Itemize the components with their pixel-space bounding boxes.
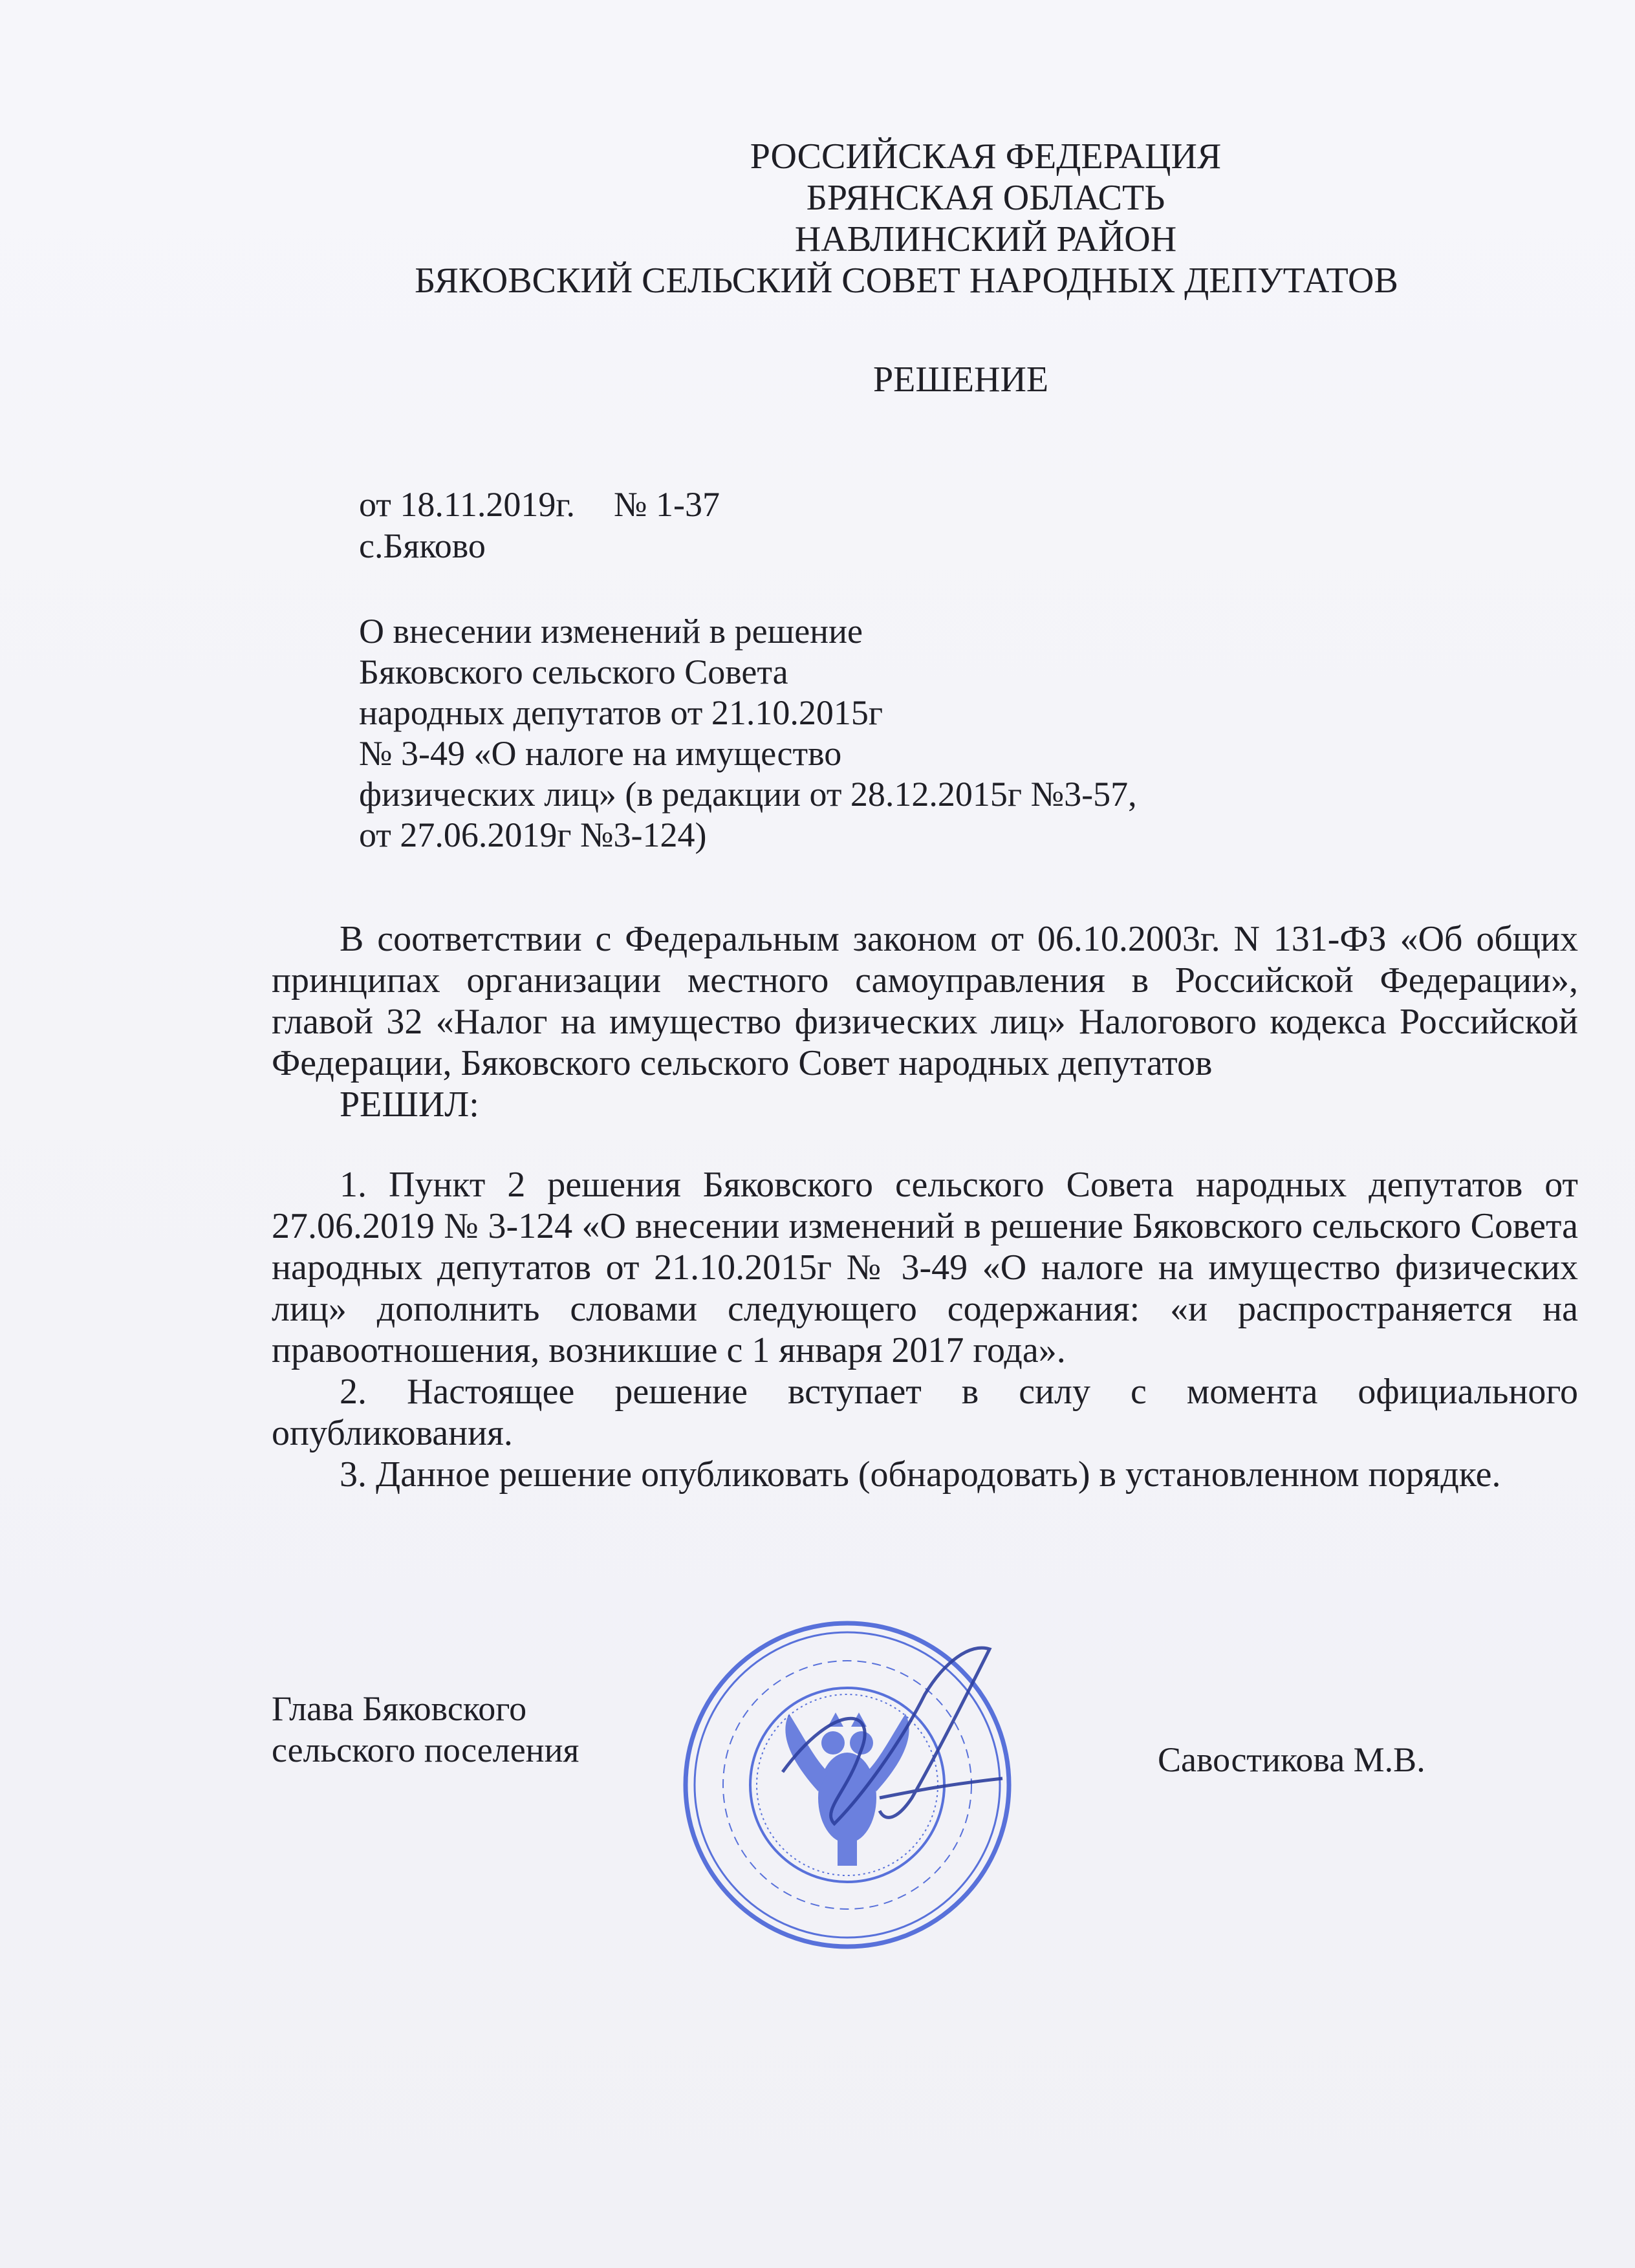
document-place: с.Бяково [359,526,486,565]
document-title: РЕШЕНИЕ [873,360,1049,400]
resolved-label: РЕШИЛ: [340,1085,479,1125]
document-subject [359,611,1137,856]
signatory-position-line: сельского поселения [272,1731,579,1769]
subject-line: О внесении изменений в решение [359,612,863,651]
document-meta [359,484,720,567]
signatory-name: Савостикова М.В. [1158,1740,1425,1779]
header-council: БЯКОВСКИЙ СЕЛЬСКИЙ СОВЕТ НАРОДНЫХ ДЕПУТАТОВ [415,261,1398,301]
decision-item-1: 1. Пункт 2 решения Бяковского сельского Совета народных депутатов от 27.06.2019 № 3-124 «О внесении изменений в решение Бяковского сельского Совета народных депутатов от 21.10.2015г № 3-49 «О налоге на имущество физических лиц» дополнить словами следующего содержания: «и распространяется на правоотношения, возникшие с 1 января 2017 года». [272,1165,1578,1370]
signatory-position [272,1688,579,1771]
official-seal-stamp [666,1604,1028,1966]
eagle-emblem-icon [785,1712,909,1866]
document-number: № 1-37 [613,485,720,524]
signatory-position-line: Глава Бяковского [272,1689,527,1728]
header-district: НАВЛИНСКИЙ РАЙОН [794,219,1177,259]
decision-item-2: 2. Настоящее решение вступает в силу с момента официального опубликования. [272,1372,1578,1453]
document-header [0,136,1635,301]
subject-line: физических лиц» (в редакции от 28.12.2015г №3-57, [359,775,1137,814]
preamble-paragraph: В соответствии с Федеральным законом от 06.10.2003г. N 131-ФЗ «Об общих принципах организации местного самоуправления в Российской Федерации», главой 32 «Налог на имущество физических лиц» Налогового кодекса Российской Федерации, Бяковского сельского Совет народных депутатов [272,919,1578,1083]
subject-line: народных депутатов от 21.10.2015г [359,693,883,732]
subject-line: Бяковского сельского Совета [359,653,788,691]
header-country: РОССИЙСКАЯ ФЕДЕРАЦИЯ [750,136,1222,177]
subject-line: от 27.06.2019г №3-124) [359,815,707,854]
header-region: БРЯНСКАЯ ОБЛАСТЬ [806,178,1165,218]
decision-item-3: 3. Данное решение опубликовать (обнародовать) в установленном порядке. [340,1454,1501,1495]
document-body [272,918,1578,1495]
subject-line: № 3-49 «О налоге на имущество [359,734,842,773]
document-date: от 18.11.2019г. [359,485,575,524]
